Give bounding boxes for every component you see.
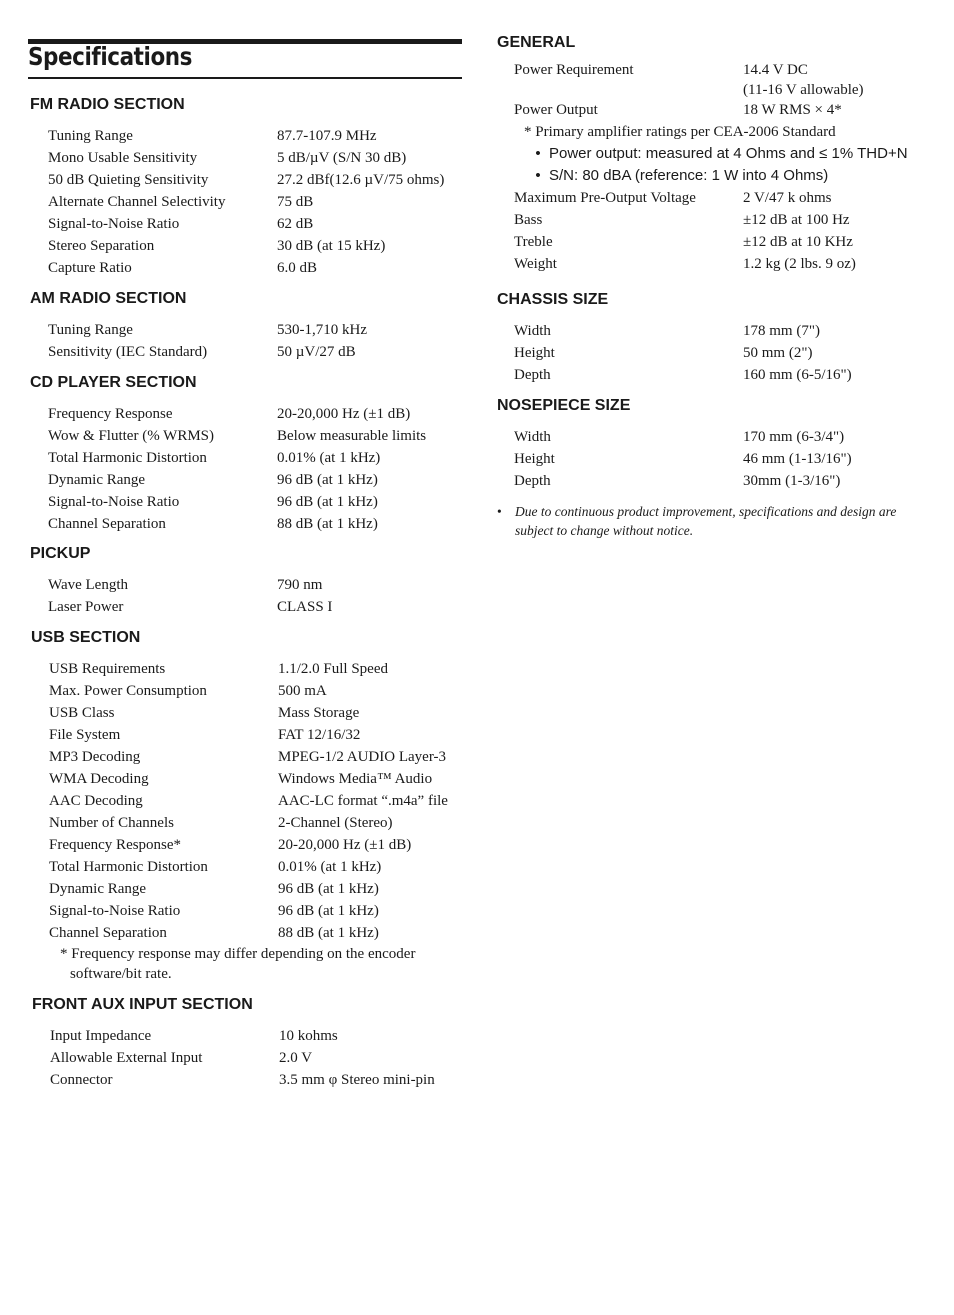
spec-label: Width [514, 323, 551, 339]
spec-value: 62 dB [277, 216, 314, 232]
spec-label: Laser Power [48, 599, 124, 615]
spec-rows [30, 125, 444, 279]
spec-row [30, 169, 444, 191]
spec-row [31, 746, 448, 768]
spec-value: 96 dB (at 1 kHz) [278, 881, 379, 897]
spec-label: Signal-to-Noise Ratio [48, 494, 180, 510]
spec-row [30, 491, 426, 513]
spec-row [32, 1025, 435, 1047]
spec-label: WMA Decoding [49, 771, 149, 787]
spec-label: File System [49, 727, 121, 743]
spec-row [30, 213, 444, 235]
bullet-dot: • [535, 167, 541, 184]
spec-rows [30, 574, 332, 618]
spec-row [30, 125, 444, 147]
spec-row [30, 257, 444, 279]
spec-value: 530-1,710 kHz [277, 322, 367, 338]
spec-value: Mass Storage [278, 705, 360, 721]
spec-label: Stereo Separation [48, 238, 155, 254]
spec-row [30, 469, 426, 491]
spec-row [31, 856, 448, 878]
spec-row [31, 790, 448, 812]
spec-value: 87.7-107.9 MHz [277, 128, 377, 144]
spec-label: Input Impedance [50, 1028, 152, 1044]
spec-row [30, 513, 426, 535]
spec-row [30, 403, 426, 425]
spec-value: 46 mm (1-13/16") [743, 451, 852, 467]
spec-label: Maximum Pre-Output Voltage [514, 190, 696, 206]
spec-label: Treble [514, 234, 553, 250]
spec-value: 790 nm [277, 577, 323, 593]
spec-label: Height [514, 345, 555, 361]
pickup-section [30, 544, 332, 618]
spec-row [497, 470, 852, 492]
spec-value: 75 dB [277, 194, 314, 210]
spec-row [497, 99, 908, 121]
spec-label: Alternate Channel Selectivity [48, 194, 226, 210]
spec-row [497, 253, 908, 275]
spec-value: AAC-LC format “.m4a” file [278, 793, 448, 809]
spec-value: 50 mm (2") [743, 345, 813, 361]
spec-row [497, 448, 852, 470]
spec-value: 178 mm (7") [743, 323, 820, 339]
spec-row [32, 1047, 435, 1069]
spec-label: Signal-to-Noise Ratio [49, 903, 181, 919]
spec-rows [497, 320, 852, 386]
disclaimer-text: Due to continuous product improvement, specifications and design are subject to change without notice. [515, 504, 897, 538]
spec-value: FAT 12/16/32 [278, 727, 361, 743]
spec-label: Depth [514, 473, 551, 489]
spec-rows [497, 426, 852, 492]
spec-value: 20-20,000 Hz (±1 dB) [278, 837, 412, 853]
spec-value: ±12 dB at 100 Hz [743, 212, 850, 228]
spec-row [31, 702, 448, 724]
section-heading: CHASSIS SIZE [497, 291, 609, 308]
spec-label: Weight [514, 256, 557, 272]
spec-row [30, 447, 426, 469]
spec-value: 88 dB (at 1 kHz) [277, 516, 378, 532]
spec-label: USB Requirements [49, 661, 166, 677]
spec-row [31, 834, 448, 856]
spec-rows [31, 658, 448, 944]
spec-value: MPEG-1/2 AUDIO Layer-3 [278, 749, 447, 765]
spec-row [30, 341, 367, 363]
title-bottom-rule [28, 77, 462, 79]
spec-label: Frequency Response* [49, 837, 182, 853]
disclaimer-note [497, 502, 927, 540]
spec-row [497, 342, 852, 364]
spec-value: 0.01% (at 1 kHz) [278, 859, 382, 875]
spec-label: Depth [514, 367, 551, 383]
spec-value: Windows Media™ Audio [278, 771, 433, 787]
spec-row [497, 231, 908, 253]
spec-row [31, 922, 448, 944]
section-heading: NOSEPIECE SIZE [497, 397, 631, 414]
amplifier-note: * Primary amplifier ratings per CEA-2006 Standard [524, 124, 836, 140]
spec-label: Dynamic Range [48, 472, 146, 488]
section-heading: FM RADIO SECTION [30, 96, 185, 113]
spec-label: AAC Decoding [49, 793, 143, 809]
section-heading: FRONT AUX INPUT SECTION [32, 996, 253, 1013]
spec-label: Frequency Response [48, 406, 173, 422]
spec-value: 500 mA [278, 683, 327, 699]
chassis-size-section [497, 290, 852, 386]
spec-label: Number of Channels [49, 815, 174, 831]
spec-row [31, 812, 448, 834]
spec-row [497, 59, 908, 81]
spec-label: Total Harmonic Distortion [49, 859, 208, 875]
spec-value: 96 dB (at 1 kHz) [278, 903, 379, 919]
spec-row [497, 426, 852, 448]
spec-label: Width [514, 429, 551, 445]
section-heading: USB SECTION [31, 629, 141, 646]
spec-value: 14.4 V DC [743, 62, 808, 78]
spec-label: Max. Power Consumption [49, 683, 207, 699]
cd-player-section [30, 373, 426, 535]
spec-label: Total Harmonic Distortion [48, 450, 207, 466]
spec-row [30, 596, 332, 618]
nosepiece-size-section [497, 396, 852, 492]
spec-label: Power Output [514, 102, 598, 118]
spec-row [31, 900, 448, 922]
fm-radio-section [30, 95, 444, 279]
spec-row [30, 191, 444, 213]
spec-value: 18 W RMS × 4* [743, 102, 842, 118]
spec-value: ±12 dB at 10 KHz [743, 234, 853, 250]
spec-label: Signal-to-Noise Ratio [48, 216, 180, 232]
spec-rows [30, 319, 367, 363]
spec-rows [497, 187, 908, 275]
spec-value: 20-20,000 Hz (±1 dB) [277, 406, 411, 422]
spec-value: 160 mm (6-5/16") [743, 367, 852, 383]
spec-label: Channel Separation [48, 516, 166, 532]
spec-label: 50 dB Quieting Sensitivity [48, 172, 209, 188]
spec-label: Sensitivity (IEC Standard) [48, 344, 208, 360]
usb-footnote-line2: software/bit rate. [70, 966, 172, 982]
section-heading: CD PLAYER SECTION [30, 374, 197, 391]
spec-row [30, 574, 332, 596]
spec-label: Power Requirement [514, 62, 634, 78]
spec-label: Capture Ratio [48, 260, 132, 276]
spec-value: 3.5 mm φ Stereo mini-pin [279, 1072, 435, 1088]
spec-label: Wave Length [48, 577, 129, 593]
usb-section [31, 628, 448, 984]
spec-row [31, 768, 448, 790]
spec-label: Mono Usable Sensitivity [48, 150, 198, 166]
spec-row [31, 878, 448, 900]
spec-label: Height [514, 451, 555, 467]
spec-value: Below measurable limits [277, 428, 427, 444]
spec-row [31, 680, 448, 702]
spec-row [30, 235, 444, 257]
usb-footnote-line1: * Frequency response may differ depending on the encoder [60, 946, 416, 962]
spec-value: 96 dB (at 1 kHz) [277, 494, 378, 510]
spec-row [30, 425, 426, 447]
bullet-dot: • [535, 145, 541, 162]
spec-value: 10 kohms [279, 1028, 338, 1044]
spec-value: 1.1/2.0 Full Speed [278, 661, 389, 677]
spec-row [32, 1069, 435, 1091]
spec-value: 6.0 dB [277, 260, 318, 276]
page-title: Specifications [28, 42, 193, 71]
spec-label: Bass [514, 212, 543, 228]
spec-value: 5 dB/µV (S/N 30 dB) [277, 150, 407, 166]
bullet-text: Power output: measured at 4 Ohms and ≤ 1% THD+N [549, 145, 908, 162]
spec-row [497, 320, 852, 342]
spec-value: 50 µV/27 dB [277, 344, 356, 360]
spec-value: 2.0 V [279, 1050, 313, 1066]
spec-row [497, 364, 852, 386]
spec-value: 170 mm (6-3/4") [743, 429, 845, 445]
spec-label: Channel Separation [49, 925, 167, 941]
note-bullet [497, 165, 908, 187]
spec-label: Tuning Range [48, 128, 133, 144]
spec-label: Tuning Range [48, 322, 133, 338]
spec-label: Wow & Flutter (% WRMS) [48, 428, 215, 444]
spec-label: Dynamic Range [49, 881, 147, 897]
spec-label: USB Class [49, 705, 115, 721]
bullet-dot: • [497, 504, 502, 519]
spec-rows [30, 403, 426, 535]
spec-label: Connector [50, 1072, 113, 1088]
spec-row [31, 658, 448, 680]
general-section [497, 33, 908, 275]
section-heading: PICKUP [30, 545, 91, 562]
am-radio-section [30, 289, 367, 363]
front-aux-input-section [32, 995, 435, 1091]
spec-value: 96 dB (at 1 kHz) [277, 472, 378, 488]
spec-row [497, 209, 908, 231]
spec-value: 30 dB (at 15 kHz) [277, 238, 386, 254]
spec-value-continued: (11-16 V allowable) [743, 82, 864, 98]
spec-value: 27.2 dBf(12.6 µV/75 ohms) [277, 172, 445, 188]
spec-value: 2-Channel (Stereo) [278, 815, 393, 831]
spec-label: MP3 Decoding [49, 749, 141, 765]
note-bullet [497, 143, 908, 165]
spec-value: CLASS I [277, 599, 333, 615]
spec-row [31, 724, 448, 746]
section-heading: GENERAL [497, 34, 576, 51]
spec-row [30, 147, 444, 169]
spec-value: 2 V/47 k ohms [743, 190, 832, 206]
section-heading: AM RADIO SECTION [30, 290, 187, 307]
bullet-text: S/N: 80 dBA (reference: 1 W into 4 Ohms) [549, 167, 829, 184]
spec-row [497, 187, 908, 209]
spec-value: 88 dB (at 1 kHz) [278, 925, 379, 941]
spec-value: 30mm (1-3/16") [743, 473, 841, 489]
spec-rows [32, 1025, 435, 1091]
spec-value: 1.2 kg (2 lbs. 9 oz) [743, 256, 856, 272]
spec-row [30, 319, 367, 341]
spec-label: Allowable External Input [50, 1050, 203, 1066]
spec-value: 0.01% (at 1 kHz) [277, 450, 381, 466]
